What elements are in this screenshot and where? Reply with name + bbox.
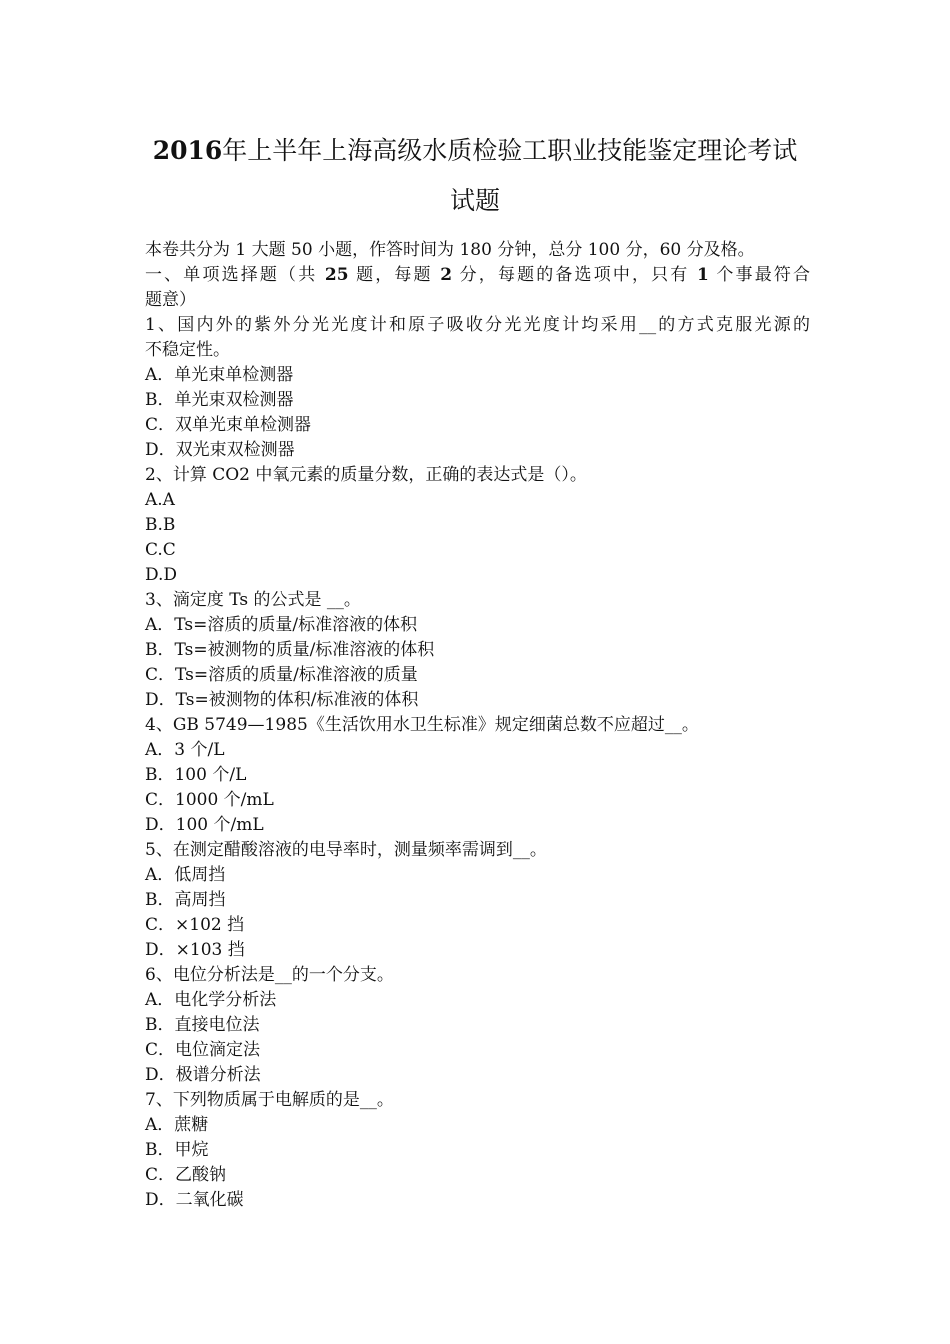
question-1-stem-cont: 不稳定性。 <box>145 340 230 360</box>
question-2-option-a: A.A <box>145 490 175 510</box>
document-body <box>145 238 810 1213</box>
question-6-option-d: D．极谱分析法 <box>145 1065 261 1085</box>
question-3-option-d: D．Ts=被测物的体积/标准液的体积 <box>145 690 419 710</box>
question-1-option-a: A．单光束单检测器 <box>145 365 294 385</box>
question-5-option-a: A．低周挡 <box>145 865 226 885</box>
question-4-stem: 4、GB 5749—1985《生活饮用水卫生标准》规定细菌总数不应超过__。 <box>145 715 699 735</box>
exam-intro: 本卷共分为 1 大题 50 小题，作答时间为 180 分钟，总分 100 分，60 分及格。 <box>145 240 755 260</box>
question-1-stem: 1、国内外的紫外分光光度计和原子吸收分光光度计均采用__的方式克服光源的 <box>145 315 810 335</box>
question-5-option-d: D．×103 挡 <box>145 940 245 960</box>
question-4-option-b: B．100 个/L <box>145 765 247 785</box>
title-year: 2016 <box>152 136 223 165</box>
question-5-option-c: C．×102 挡 <box>145 915 245 935</box>
question-1-option-c: C．双单光束单检测器 <box>145 415 312 435</box>
document-title-line-2: 试题 <box>449 186 500 215</box>
question-4-option-c: C．1000 个/mL <box>145 790 274 810</box>
question-2-option-b: B.B <box>145 515 176 535</box>
question-7-option-a: A．蔗糖 <box>145 1115 209 1135</box>
question-3-option-c: C．Ts=溶质的质量/标准溶液的质量 <box>145 665 418 685</box>
question-2-option-d: D.D <box>145 565 178 585</box>
question-7-stem: 7、下列物质属于电解质的是__。 <box>145 1090 394 1110</box>
question-5-option-b: B．高周挡 <box>145 890 226 910</box>
question-3-stem: 3、滴定度 Ts 的公式是 __。 <box>145 590 361 610</box>
question-4-option-d: D．100 个/mL <box>145 815 264 835</box>
question-1-option-b: B．单光束双检测器 <box>145 390 294 410</box>
section-heading-cont: 题意） <box>145 290 196 310</box>
question-4-option-a: A．3 个/L <box>145 740 225 760</box>
title-text: 年上半年上海高级水质检验工职业技能鉴定理论考试 <box>222 136 798 165</box>
question-7-option-d: D．二氧化碳 <box>145 1190 244 1210</box>
question-6-stem: 6、电位分析法是__的一个分支。 <box>145 965 394 985</box>
question-6-option-b: B．直接电位法 <box>145 1015 260 1035</box>
question-2-option-c: C.C <box>145 540 176 560</box>
question-2-stem: 2、计算 CO2 中氧元素的质量分数，正确的表达式是（）。 <box>145 465 587 485</box>
section-heading: 一、单项选择题（共 25 题，每题 2 分，每题的备选项中，只有 1 个事最符合 <box>145 265 810 285</box>
document-title-line-1 <box>0 136 950 166</box>
question-5-stem: 5、在测定醋酸溶液的电导率时，测量频率需调到__。 <box>145 840 547 860</box>
question-3-option-b: B．Ts=被测物的质量/标准溶液的体积 <box>145 640 435 660</box>
question-7-option-b: B．甲烷 <box>145 1140 209 1160</box>
question-7-option-c: C．乙酸钠 <box>145 1165 227 1185</box>
question-6-option-a: A．电化学分析法 <box>145 990 277 1010</box>
question-3-option-a: A．Ts=溶质的质量/标准溶液的体积 <box>145 615 418 635</box>
question-1-option-d: D．双光束双检测器 <box>145 440 295 460</box>
question-6-option-c: C．电位滴定法 <box>145 1040 261 1060</box>
